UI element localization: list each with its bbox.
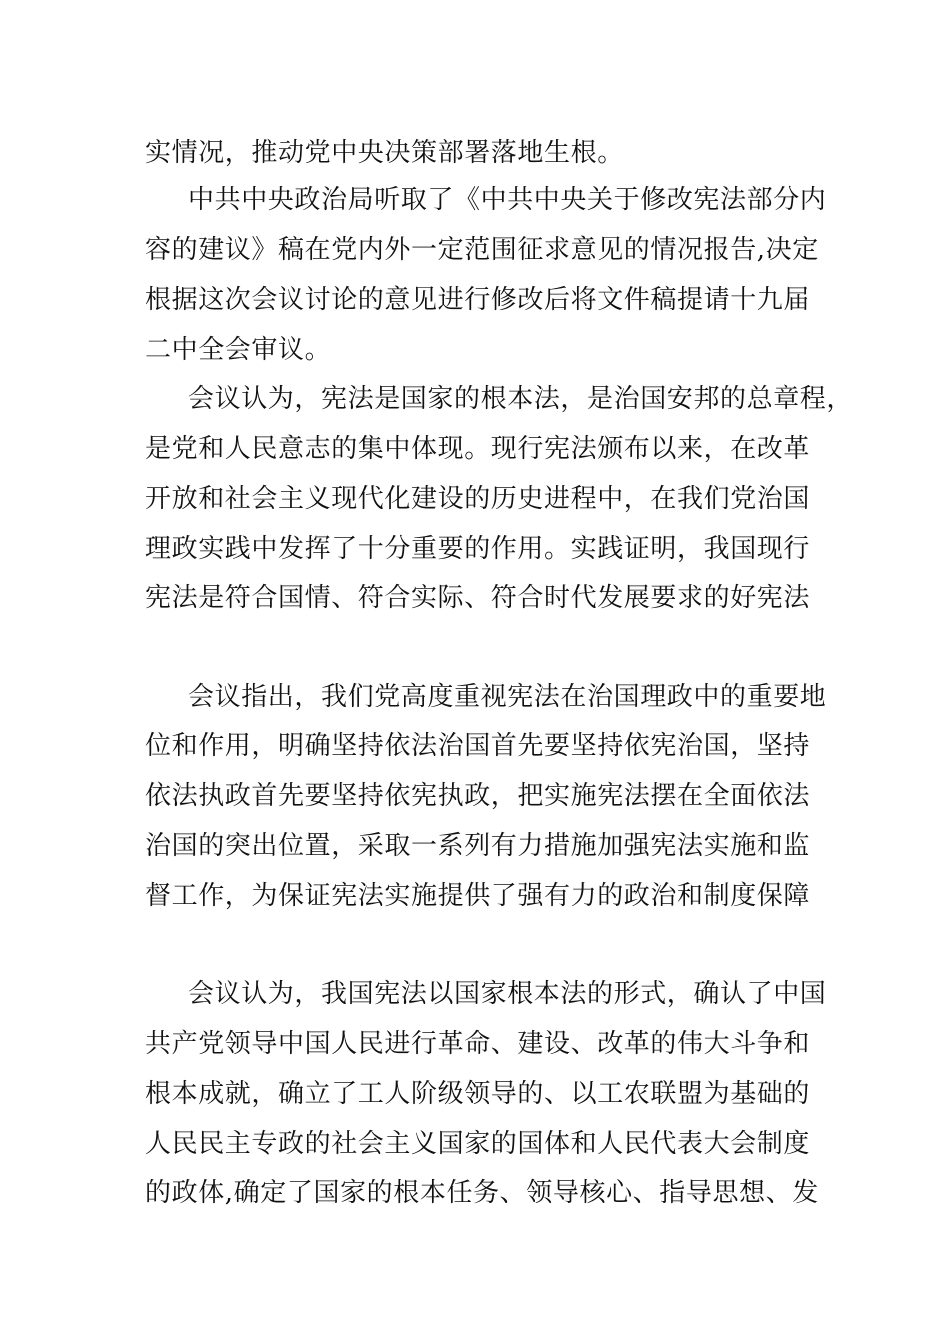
paragraph-3-line-4: 理政实践中发挥了十分重要的作用。实践证明，我国现行 (145, 534, 811, 564)
paragraph-2-line-4: 二中全会审议。 (145, 335, 332, 365)
paragraph-5-line-3: 根本成就，确立了工人阶级领导的、以工农联盟为基础的 (145, 1079, 811, 1109)
paragraph-3-line-3: 开放和社会主义现代化建设的历史进程中，在我们党治国 (145, 484, 811, 514)
paragraph-4-line-5: 督工作，为保证宪法实施提供了强有力的政治和制度保障 (145, 881, 811, 911)
paragraph-3-line-2: 是党和人民意志的集中体现。现行宪法颁布以来，在改革 (145, 434, 811, 464)
paragraph-3-line-1: 会议认为，宪法是国家的根本法，是治国安邦的总章程， (188, 384, 854, 414)
paragraph-2-line-2: 容的建议》稿在党内外一定范围征求意见的情况报告,决定 (145, 235, 819, 265)
paragraph-2-line-1: 中共中央政治局听取了《中共中央关于修改宪法部分内 (188, 185, 827, 215)
paragraph-4-line-3: 依法执政首先要坚持依宪执政，把实施宪法摆在全面依法 (145, 781, 811, 811)
paragraph-5-line-5: 的政体,确定了国家的根本任务、领导核心、指导思想、发 (145, 1178, 819, 1208)
paragraph-3-line-5: 宪法是符合国情、符合实际、符合时代发展要求的好宪法 (145, 583, 811, 613)
paragraph-5-line-1: 会议认为，我国宪法以国家根本法的形式，确认了中国 (188, 979, 827, 1009)
paragraph-4-line-2: 位和作用，明确坚持依法治国首先要坚持依宪治国，坚持 (145, 731, 811, 761)
paragraph-4-line-4: 治国的突出位置，采取一系列有力措施加强宪法实施和监 (145, 831, 811, 861)
paragraph-5-line-4: 人民民主专政的社会主义国家的国体和人民代表大会制度 (145, 1129, 811, 1159)
paragraph-4-line-1: 会议指出，我们党高度重视宪法在治国理政中的重要地 (188, 682, 827, 712)
paragraph-5-line-2: 共产党领导中国人民进行革命、建设、改革的伟大斗争和 (145, 1029, 811, 1059)
paragraph-2-line-3: 根据这次会议讨论的意见进行修改后将文件稿提请十九届 (145, 285, 811, 315)
paragraph-1-line-1: 实情况，推动党中央决策部署落地生根。 (145, 138, 624, 168)
